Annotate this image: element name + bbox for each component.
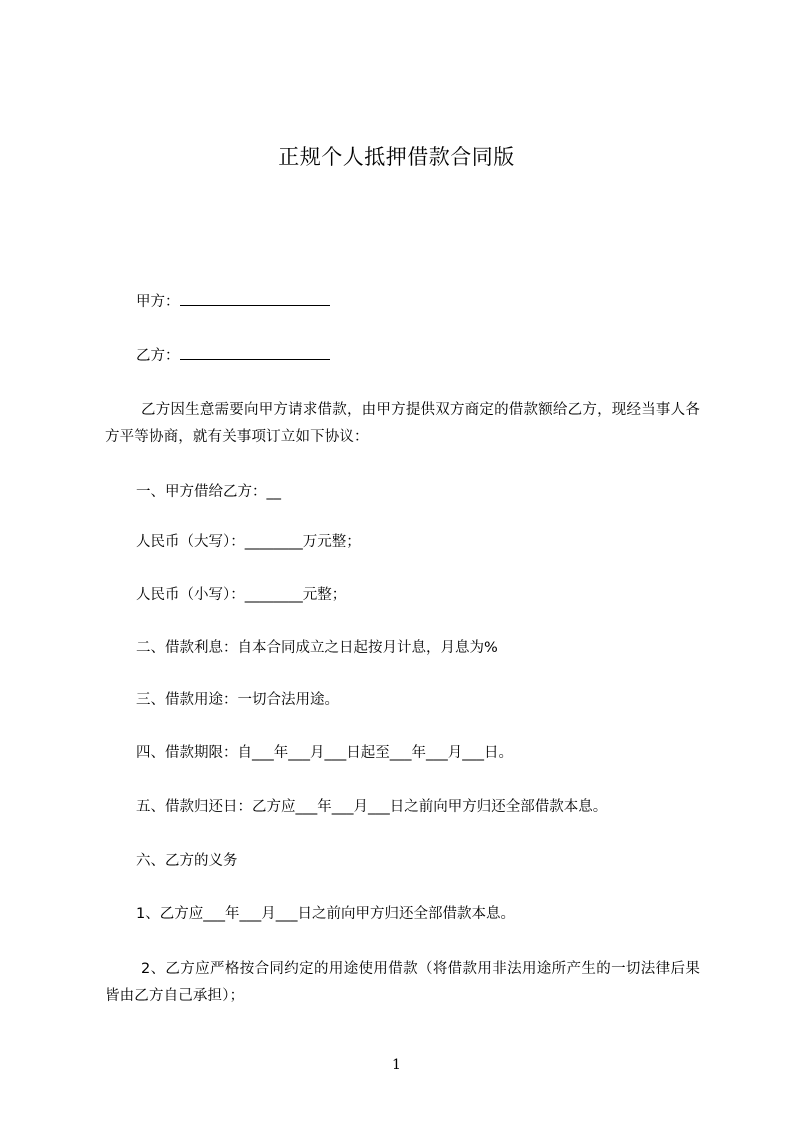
clause-1-rmb-lowercase: 人民币（小写）：________元整； xyxy=(136,587,347,603)
preamble-text: 乙方因生意需要向甲方请求借款，由甲方提供双方商定的借款额给乙方，现经当事人各方平等协商，就有关事项订立如下协议： xyxy=(105,402,700,445)
party-a-line xyxy=(136,291,330,312)
clause-6-2-text: 2、乙方应严格按合同约定的用途使用借款（将借款用非法用途所产生的一切法律后果皆由乙方自己承担）； xyxy=(105,961,700,1004)
party-b-line xyxy=(136,345,330,366)
party-a-label: 甲方： xyxy=(136,294,180,310)
clause-5-repayment-date: 五、借款归还日：乙方应___年___月___日之前向甲方归还全部借款本息。 xyxy=(136,799,608,815)
clause-6-heading: 六、乙方的义务 xyxy=(136,853,238,869)
preamble-paragraph xyxy=(105,397,700,451)
clause-1-loan-amount: 一、甲方借给乙方：__ xyxy=(136,484,281,500)
party-a-blank xyxy=(180,291,330,306)
clause-4-term: 四、借款期限：自___年___月___日起至___年___月___日。 xyxy=(136,745,513,761)
document-title: 正规个人抵押借款合同版 xyxy=(278,145,515,169)
clause-2-interest: 二、借款利息：自本合同成立之日起按月计息，月息为% xyxy=(136,640,498,656)
clause-3-purpose: 三、借款用途：一切合法用途。 xyxy=(136,692,339,708)
clause-6-2-paragraph xyxy=(105,956,700,1010)
page-number: 1 xyxy=(392,1057,401,1073)
clause-6-1-repayment: 1、乙方应___年___月___日之前向甲方归还全部借款本息。 xyxy=(136,906,515,922)
party-b-blank xyxy=(180,345,330,360)
party-b-label: 乙方： xyxy=(136,348,180,364)
clause-1-rmb-uppercase: 人民币（大写）：________万元整； xyxy=(136,534,361,550)
